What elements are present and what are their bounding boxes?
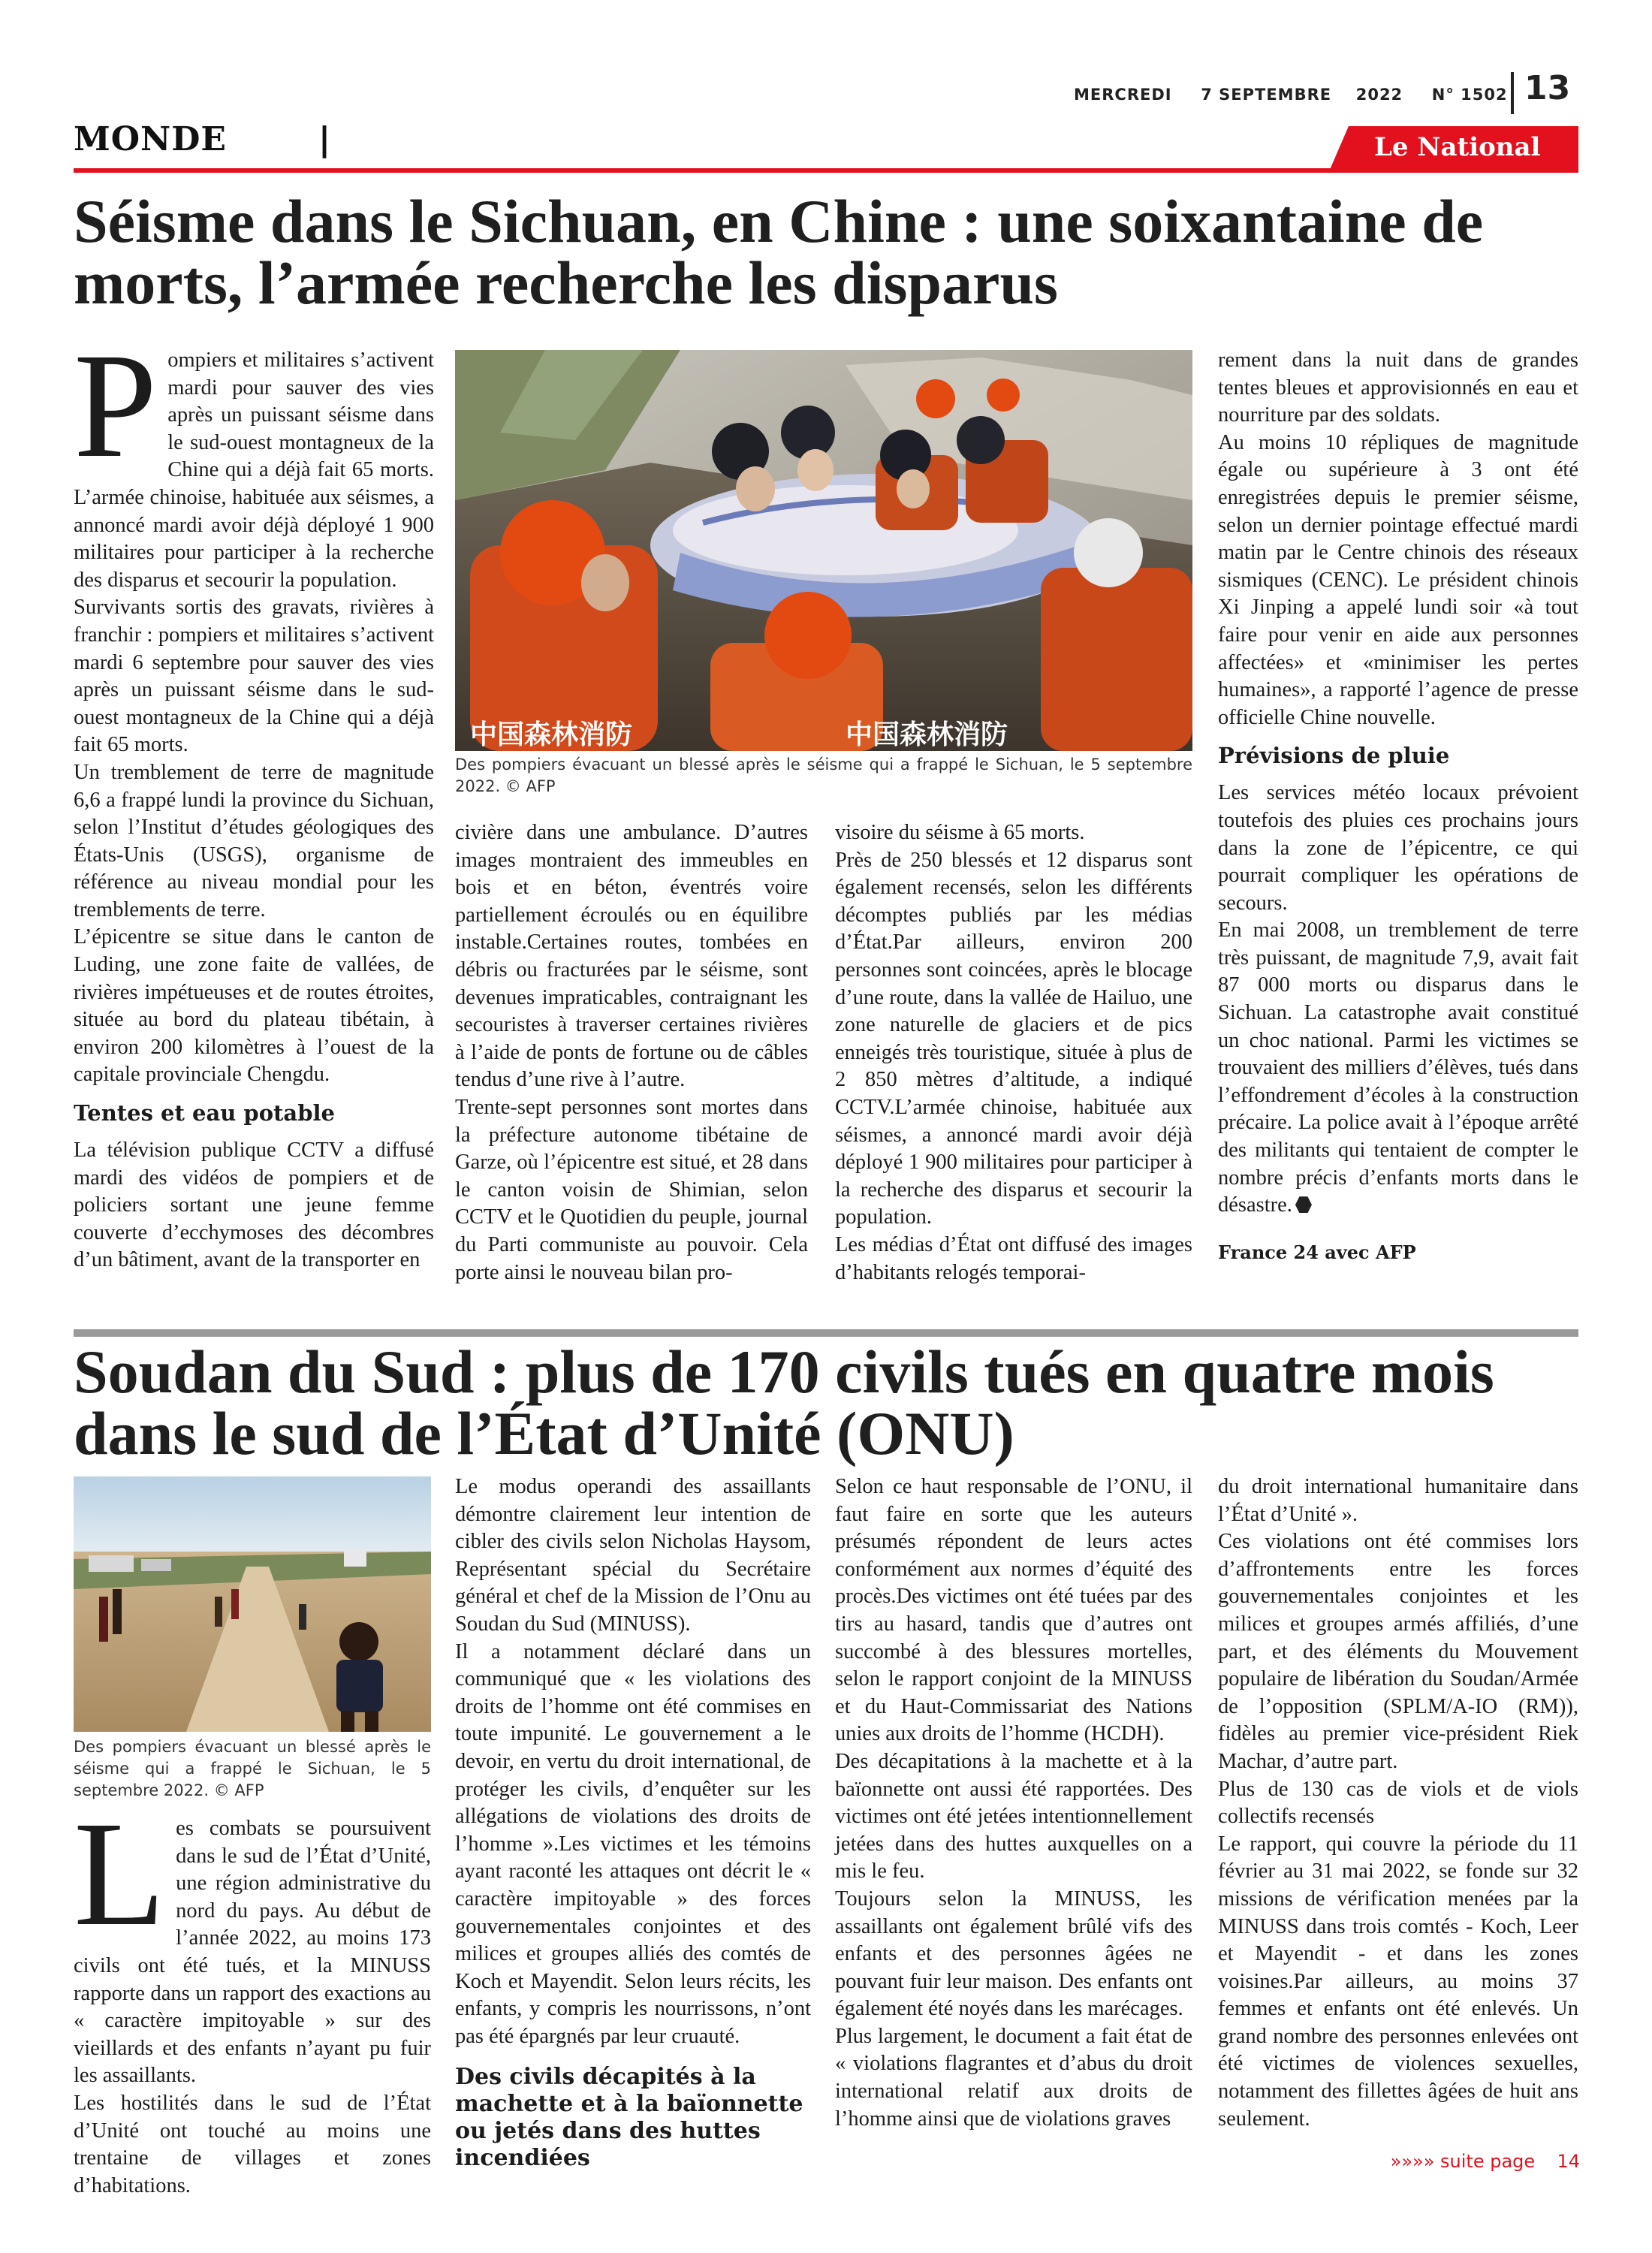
- article1-paragraph: Au moins 10 répliques de magnitude égale ou supérieure à 3 ont été enregistrées depuis le premier séisme, selon un dernier pointage effectué mardi matin par le Centre chinois des réseaux sismiques (CENC). Le président chinois Xi Jinping a appelé lundi soir «à tout faire pour venir en aide aux personnes affectées» et «minimiser les pertes humaines», a rapporté l’agence de presse officielle Chine nouvelle.: [1218, 430, 1578, 729]
- end-of-article-icon: [1295, 1196, 1312, 1213]
- article1-subhead-tentes: Tentes et eau potable: [74, 1100, 335, 1126]
- article1-headline: [74, 187, 1579, 317]
- article1-column-3: [835, 819, 1192, 1286]
- vest-lettering: 中国森林消防: [846, 719, 1008, 750]
- issue-date: 7 SEPTEMBRE: [1201, 86, 1332, 104]
- article1-paragraph: Un tremblement de terre de magnitude 6,6 a frappé lundi la province du Sichuan, selon l’Institut d’études géologiques des États-Unis (USGS), organisme de référence au niveau mondial pour les tremblements de terre.: [74, 760, 434, 921]
- article2-headline-line2: dans le sud de l’État d’Unité (ONU): [74, 1399, 1014, 1467]
- article2-paragraph: Le rapport, qui couvre la période du 11 février au 31 mai 2022, se fonde sur 32 missions de vérification menées par la MINUSS dans trois comtés - Koch, Leer et Mayendit - et dans les zones voisines.Par ailleurs, au moins 37 femmes et enfants ont été enlevés. Un grand nombre des personnes enlevées ont été victimes de violences sexuelles, notamment des fillettes âgées de huit ans seulement.: [1218, 1832, 1578, 2131]
- article1-paragraph: Survivants sortis des gravats, rivières à franchir : pompiers et militaires s’activent mardi 6 septembre pour sauver des vies après un puissant séisme dans le sud-ouest montagneux de la Chine qui a déjà fait 65 morts.: [74, 596, 434, 757]
- article1-paragraph-intro: Pompiers et militaires s’activent mardi pour sauver des vies après un puissant séisme dans le sud-ouest montagneux de la Chine qui a déjà fait 65 morts. L’armée chinoise, habituée aux séismes, a annoncé mardi avoir déjà déployé 1 900 militaires pour participer à la recherche des disparus et secourir la population.: [74, 323, 434, 592]
- article1-paragraph: Les médias d’État ont diffusé des images d’habitants relogés temporai-: [835, 1232, 1192, 1284]
- article2-paragraph: Les hostilités dans le sud de l’État d’Unité ont touché au moins une trentaine de villages et zones d’habitations.: [74, 2091, 431, 2197]
- article2-paragraph: Des décapitations à la machette et à la baïonnette ont aussi été rapportées. Des victimes ont été jetées intentionnellement jetées dans des huttes auxquelles on a mis le feu.: [835, 1749, 1192, 1884]
- section-label: MONDE: [74, 120, 227, 158]
- article2-paragraph: du droit international humanitaire dans l’État d’Unité ».: [1218, 1475, 1578, 1526]
- page-number: 13: [1524, 69, 1571, 107]
- article2-column-1: [74, 1791, 431, 2200]
- continued-label: »»»» suite page: [1390, 2151, 1536, 2172]
- article1-column-2: [455, 819, 808, 1286]
- article2-headline-line1: Soudan du Sud : plus de 170 civils tués en quatre mois: [74, 1338, 1494, 1406]
- page-number-divider: [1511, 72, 1514, 114]
- article2-paragraph: Ces violations ont été commises lors d’affrontements entre les forces gouvernementales conjointes et les milices et groupes armés affiliés, d’une part, et des éléments du Mouvement populaire de libération du Soudan/Armée de l’opposition (SPLM/A-IO (RM)), fidèles au premier vice-président Riek Machar, d’autre part.: [1218, 1530, 1578, 1773]
- article2-subhead: Des civils décapités à la machette et à la baïonnette ou jetés dans des huttes incendiées: [455, 2064, 803, 2172]
- header-red-rule: [74, 168, 1578, 173]
- article1-paragraph: Les services météo locaux prévoient toutefois des pluies ces prochains jours dans la zone de l’épicentre, ce qui pourrait compliquer les opérations de secours.: [1218, 781, 1578, 915]
- article2-column-4: [1218, 1473, 1578, 2133]
- article1-column-4: [1218, 347, 1578, 1266]
- issue-date-line: [1074, 86, 1508, 104]
- article2-headline: [74, 1338, 1579, 1467]
- vest-lettering: 中国森林消防: [470, 719, 633, 750]
- article2-paragraph: Selon ce haut responsable de l’ONU, il faut faire en sorte que les auteurs présumés répondent de leurs actes conformément aux normes d’équité des procès.Des victimes ont été tuées par des tirs au hasard, tandis que d’autres ont succombé à des blessures mortelles, selon le rapport conjoint de la MINUSS et du Haut-Commissariat des Nations unies aux droits de l’homme (HCDH).: [835, 1475, 1192, 1746]
- issue-day: MERCREDI: [1074, 86, 1172, 104]
- article2-paragraph: Il a notamment déclaré dans un communiqué que « les violations des droits de l’homme ont été commises en toute impunité. Le gouvernement a le devoir, en vertu du droit international, de protéger les civils, d’enquêter sur les allégations de violations des droits de l’homme ».Les victimes et les témoins ayant raconté les attaques ont décrit le « caractère impitoyable » des forces gouvernementales conjointes et des milices et groupes alliés des comtés de Koch et Mayendit. Selon leurs récits, les enfants, y compris les nourrissons, n’ont pas été épargnés par leur cruauté.: [455, 1639, 811, 2048]
- article2-dropcap: L: [74, 1791, 166, 1957]
- continued-page-number: 14: [1557, 2151, 1580, 2172]
- article2-photo-caption: Des pompiers évacuant un blessé après le séisme qui a frappé le Sichuan, le 5 septembre 2022. © AFP: [74, 1738, 431, 1799]
- article1-photo-caption: Des pompiers évacuant un blessé après le séisme qui a frappé le Sichuan, le 5 septembre 2022. © AFP: [455, 756, 1192, 795]
- continued-on-page[interactable]: [1383, 2151, 1580, 2172]
- article2-paragraph-intro: Les combats se poursuivent dans le sud de l’État d’Unité, une région administrative du nord du pays. Au début de l’année 2022, au moins 173 civils ont été tués, et la MINUSS rapporte dans un rapport des exactions au « caractère impitoyable » sur des vieillards et des enfants n’ayant pu fuir les assaillants.: [74, 1791, 431, 2088]
- article2-photo-village: [74, 1476, 431, 1732]
- article2-column-2: [455, 1473, 811, 2172]
- article2-paragraph: Plus largement, le document a fait état de « violations flagrantes et d’abus du droit international relatif aux droits de l’homme ainsi que de violations graves: [835, 2024, 1192, 2131]
- section-divider: |: [318, 120, 331, 158]
- article2-column-3: [835, 1473, 1192, 2133]
- article2-paragraph: Plus de 130 cas de viols et de viols collectifs recensés: [1218, 1777, 1578, 1829]
- article1-subhead-pluie: Prévisions de pluie: [1218, 743, 1450, 769]
- article1-headline-line1: Séisme dans le Sichuan, en Chine : une soixantaine de: [74, 187, 1484, 255]
- article1-paragraph: Près de 250 blessés et 12 disparus sont également recensés, selon les différents décomptes publiés par les médias d’État.Par ailleurs, environ 200 personnes sont coincées, après le blocage d’une route, dans la vallée de Hailuo, une zone naturelle de glaciers et de pics enneigés très touristique, située à plus de 2 850 mètres d’altitude, a indiqué CCTV.L’armée chinoise, habituée aux séismes, a annoncé mardi avoir déjà déployé 1 900 militaires pour participer à la recherche des disparus et secourir la population.: [835, 848, 1192, 1229]
- article1-paragraph: visoire du séisme à 65 morts.: [835, 821, 1085, 844]
- article1-paragraph: civière dans une ambulance. D’autres images montraient des immeubles en bois et en béton, éventrés voire partiellement écroulés ou en équilibre instable.Certaines routes, tombées en débris ou fracturées par le séisme, sont devenues impraticables, contraignant les secouristes à traverser certaines rivières à l’aide de ponts de fortune ou de câbles tendus d’une rive à l’autre.: [455, 821, 808, 1092]
- article1-dropcap: P: [74, 323, 158, 489]
- village-photo-illustration: [74, 1476, 431, 1732]
- article1-headline-line2: morts, l’armée recherche les disparus: [74, 249, 1058, 317]
- article1-paragraph: rement dans la nuit dans de grandes tentes bleues et approvisionnés en eau et nourriture par des soldats.: [1218, 348, 1578, 427]
- article1-photo-rescue: [455, 350, 1192, 751]
- article1-column-1: [74, 323, 434, 1274]
- article2-paragraph: Toujours selon la MINUSS, les assaillants ont également brûlé vifs des enfants et des personnes âgées ne pouvant fuir leur maison. Des enfants ont également été noyés dans les marécages.: [835, 1887, 1192, 2021]
- issue-year: 2022: [1355, 86, 1403, 104]
- article1-paragraph: Trente-sept personnes sont mortes dans la préfecture autonome tibétaine de Garze, où l’épicentre est situé, et 28 dans le canton voisin de Shimian, selon CCTV et le Quotidien du peuple, journal du Parti communiste au pouvoir. Cela porte ainsi le nouveau bilan pro-: [455, 1095, 808, 1284]
- rescue-photo-illustration: [455, 350, 1192, 751]
- article1-byline: France 24 avec AFP: [1218, 1241, 1416, 1263]
- brand-logo: Le National: [1374, 132, 1541, 162]
- article1-paragraph: L’épicentre se situe dans le canton de Luding, une zone faite de vallées, de rivières impétueuses et de routes étroites, située au bord du plateau tibétain, à environ 200 kilomètres à l’ouest de la capitale provinciale Chengdu.: [74, 925, 434, 1087]
- article1-paragraph: La télévision publique CCTV a diffusé mardi des vidéos de pompiers et de policiers sortant une jeune femme couverte d’ecchymoses des décombres d’un bâtiment, avant de la transporter en: [74, 1139, 434, 1272]
- issue-number: N° 1502: [1431, 86, 1508, 104]
- article-divider: [74, 1329, 1578, 1337]
- article1-paragraph-final: En mai 2008, un tremblement de terre très puissant, de magnitude 7,9, avait fait 87 000 morts ou disparus dans le Sichuan. La catastrophe avait constitué un choc national. Parmi les victimes se trouvaient des milliers d’élèves, tués dans l’effondrement d’écoles à la construction précaire. La police avait à l’époque arrêté des militants qui tentaient de compter le nombre précis d’enfants morts dans le désastre.: [1218, 918, 1578, 1217]
- article2-paragraph: Le modus operandi des assaillants démontre clairement leur intention de cibler des civils selon Nicholas Haysom, Représentant spécial du Secrétaire général et chef de la Mission de l’Onu au Soudan du Sud (MINUSS).: [455, 1475, 811, 1636]
